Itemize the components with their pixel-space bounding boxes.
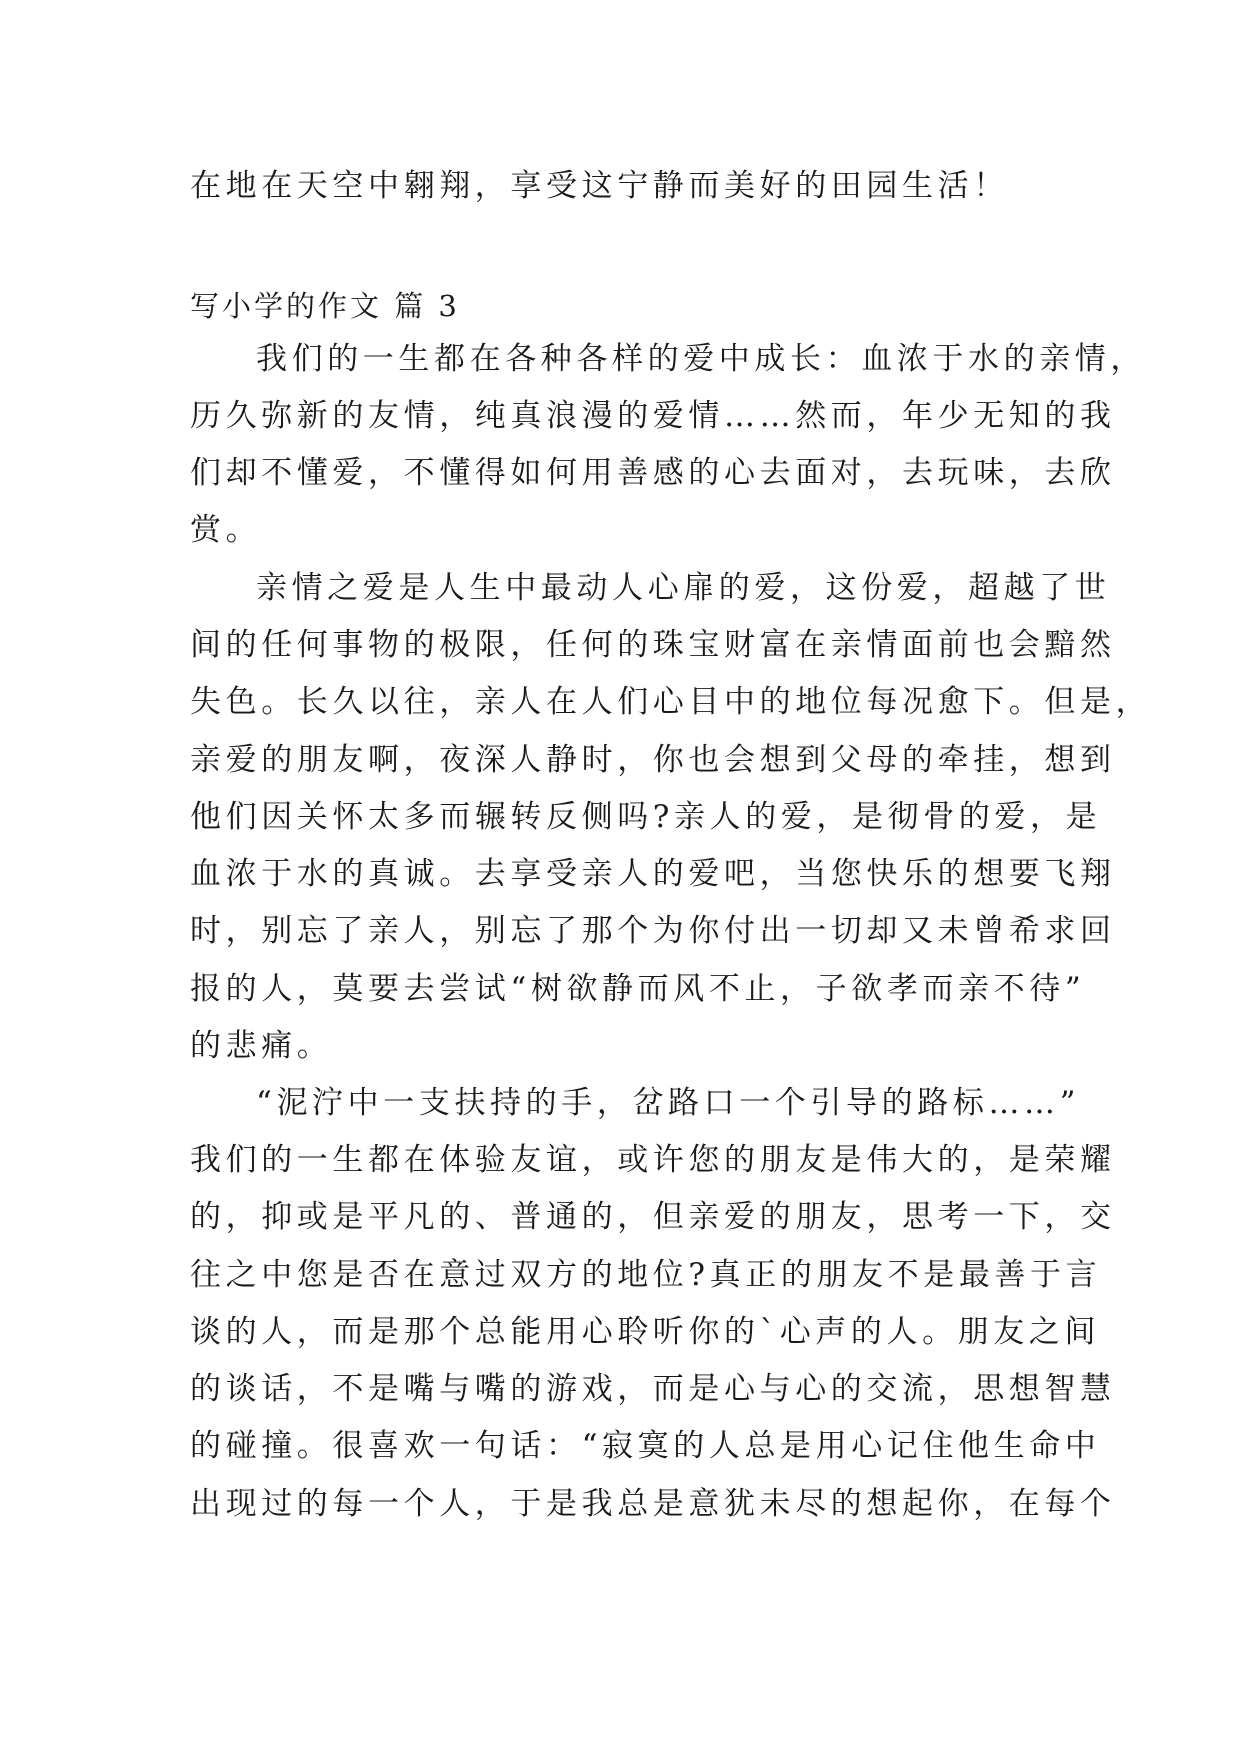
paragraph-line: 的碰撞。很喜欢一句话：“寂寞的人总是用心记住他生命中: [190, 1428, 1101, 1464]
paragraph-line: 往之中您是否在意过双方的地位?真正的朋友不是最善于言: [190, 1257, 1102, 1293]
paragraph-line: 血浓于水的真诚。去享受亲人的爱吧，当您快乐的想要飞翔: [190, 856, 1116, 892]
paragraph-line: 的悲痛。: [190, 1028, 333, 1064]
paragraph-line: 我们的一生都在各种各样的爱中成长：血浓于水的亲情，: [256, 341, 1146, 377]
paragraph-line: 亲爱的朋友啊，夜深人静时，你也会想到父母的牵挂，想到: [190, 742, 1116, 778]
paragraph-line: 亲情之爱是人生中最动人心扉的爱，这份爱，超越了世: [256, 570, 1111, 606]
paragraph-line: 历久弥新的友情，纯真浪漫的爱情……然而，年少无知的我: [190, 398, 1116, 434]
paragraph-line: 时，别忘了亲人，别忘了那个为你付出一切却又未曾希求回: [190, 913, 1116, 949]
continuation-line: 在地在天空中翱翔，享受这宁静而美好的田园生活！: [190, 168, 1009, 204]
section-heading: 写小学的作文 篇 3: [190, 289, 460, 323]
paragraph-line: 谈的人，而是那个总能用心聆听你的`心声的人。朋友之间: [190, 1314, 1101, 1350]
paragraph-line: 出现过的每一个人，于是我总是意犹未尽的想起你，在每个: [190, 1486, 1116, 1522]
paragraph-line: 失色。长久以往，亲人在人们心目中的地位每况愈下。但是，: [190, 684, 1152, 720]
paragraph-line: 他们因关怀太多而辗转反侧吗?亲人的爱，是彻骨的爱，是: [190, 799, 1102, 835]
paragraph-line: 的，抑或是平凡的、普通的，但亲爱的朋友，思考一下，交: [190, 1199, 1116, 1235]
paragraph-line: 报的人，莫要去尝试“树欲静而风不止，子欲孝而亲不待”: [190, 971, 1086, 1007]
paragraph-line: 间的任何事物的极限，任何的珠宝财富在亲情面前也会黯然: [190, 627, 1116, 663]
paragraph-line: “泥泞中一支扶持的手，岔路口一个引导的路标……”: [256, 1085, 1081, 1121]
paragraph-line: 们却不懂爱，不懂得如何用善感的心去面对，去玩味，去欣: [190, 455, 1116, 491]
paragraph-line: 的谈话，不是嘴与嘴的游戏，而是心与心的交流，思想智慧: [190, 1371, 1116, 1407]
paragraph-line: 我们的一生都在体验友谊，或许您的朋友是伟大的，是荣耀: [190, 1142, 1116, 1178]
paragraph-line: 赏。: [190, 512, 262, 548]
